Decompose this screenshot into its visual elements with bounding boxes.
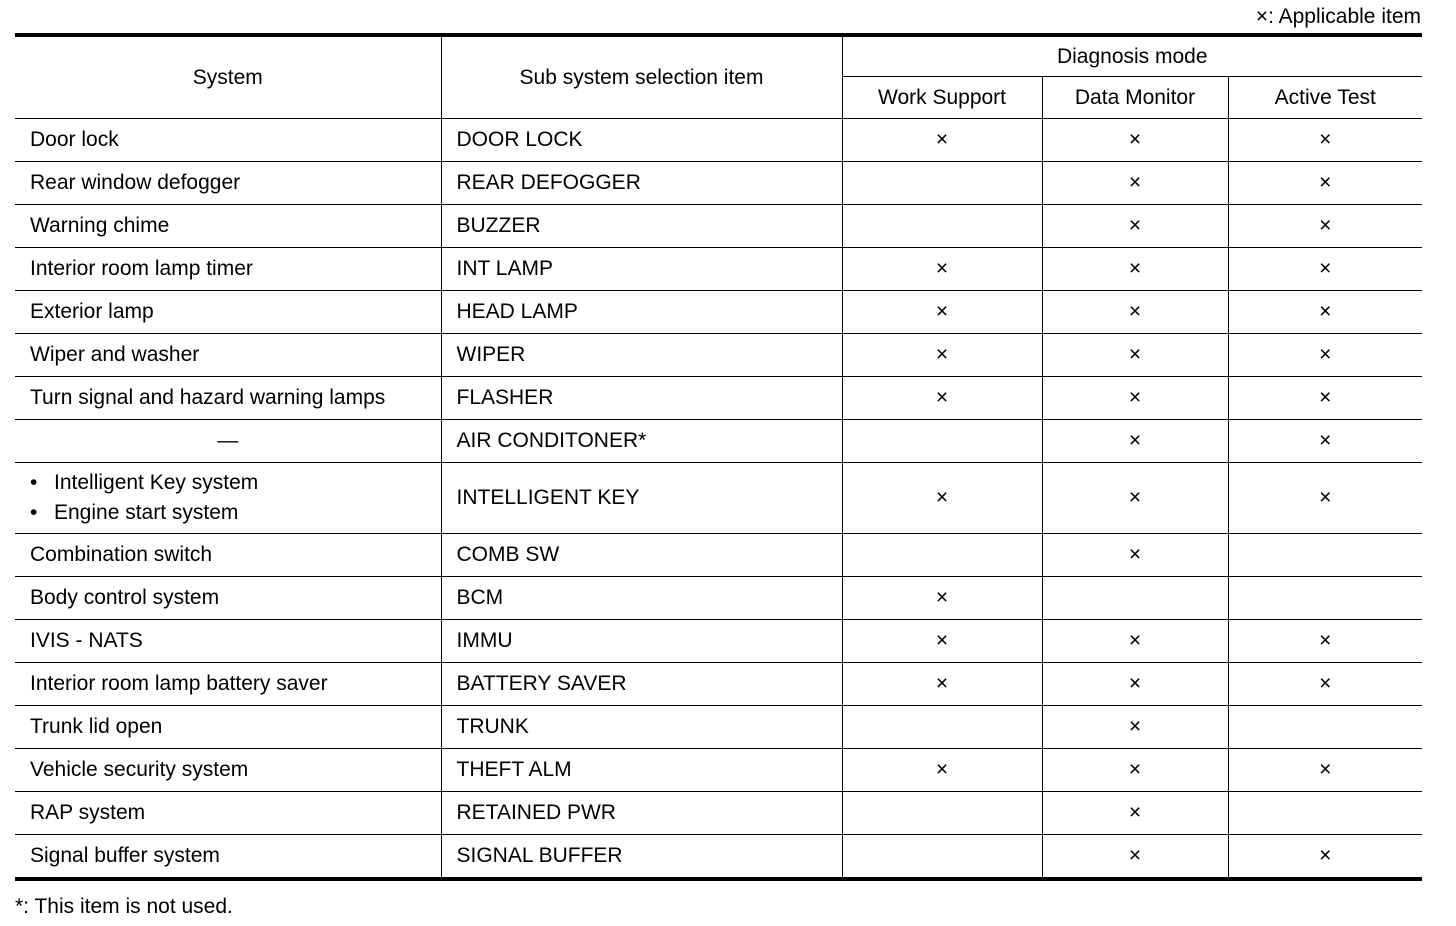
data-monitor-mark: × bbox=[1042, 835, 1228, 880]
subsystem-cell: COMB SW bbox=[441, 534, 842, 577]
table-row bbox=[15, 205, 1422, 248]
data-monitor-mark: × bbox=[1042, 749, 1228, 792]
work-support-mark bbox=[842, 706, 1042, 749]
data-monitor-mark: × bbox=[1042, 334, 1228, 377]
work-support-mark bbox=[842, 534, 1042, 577]
work-support-mark: × bbox=[842, 577, 1042, 620]
work-support-mark: × bbox=[842, 749, 1042, 792]
subsystem-cell: AIR CONDITONER* bbox=[441, 420, 842, 463]
subsystem-cell: THEFT ALM bbox=[441, 749, 842, 792]
subsystem-cell: INTELLIGENT KEY bbox=[441, 463, 842, 534]
work-support-mark: × bbox=[842, 463, 1042, 534]
bullet-item: • Intelligent Key system bbox=[30, 468, 426, 498]
active-test-mark bbox=[1228, 534, 1422, 577]
data-monitor-mark: × bbox=[1042, 205, 1228, 248]
table-row bbox=[15, 792, 1422, 835]
system-cell: Body control system bbox=[15, 577, 441, 620]
data-monitor-mark: × bbox=[1042, 620, 1228, 663]
subsystem-cell: HEAD LAMP bbox=[441, 291, 842, 334]
header-active-test: Active Test bbox=[1228, 77, 1422, 119]
system-cell: Rear window defogger bbox=[15, 162, 441, 205]
table-row bbox=[15, 162, 1422, 205]
system-cell: Door lock bbox=[15, 119, 441, 162]
system-cell: IVIS - NATS bbox=[15, 620, 441, 663]
active-test-mark: × bbox=[1228, 119, 1422, 162]
data-monitor-mark bbox=[1042, 577, 1228, 620]
data-monitor-mark: × bbox=[1042, 248, 1228, 291]
system-cell: Combination switch bbox=[15, 534, 441, 577]
data-monitor-mark: × bbox=[1042, 291, 1228, 334]
table-row bbox=[15, 334, 1422, 377]
data-monitor-mark: × bbox=[1042, 162, 1228, 205]
system-cell: Exterior lamp bbox=[15, 291, 441, 334]
system-cell: Interior room lamp timer bbox=[15, 248, 441, 291]
work-support-mark bbox=[842, 205, 1042, 248]
active-test-mark: × bbox=[1228, 334, 1422, 377]
header-data-monitor: Data Monitor bbox=[1042, 77, 1228, 119]
data-monitor-mark: × bbox=[1042, 420, 1228, 463]
diagnosis-mode-table bbox=[15, 33, 1422, 881]
active-test-mark: × bbox=[1228, 291, 1422, 334]
work-support-mark bbox=[842, 162, 1042, 205]
system-cell: — bbox=[15, 420, 441, 463]
work-support-mark: × bbox=[842, 248, 1042, 291]
table-row bbox=[15, 463, 1422, 534]
work-support-mark: × bbox=[842, 620, 1042, 663]
active-test-mark: × bbox=[1228, 749, 1422, 792]
applicable-mark-symbol: × bbox=[1255, 5, 1269, 28]
table-row bbox=[15, 534, 1422, 577]
active-test-mark: × bbox=[1228, 620, 1422, 663]
active-test-mark: × bbox=[1228, 162, 1422, 205]
subsystem-cell: TRUNK bbox=[441, 706, 842, 749]
bullet-item: • Engine start system bbox=[30, 498, 426, 528]
legend-text: : Applicable item bbox=[1268, 5, 1421, 28]
system-cell: Wiper and washer bbox=[15, 334, 441, 377]
footnote: *: This item is not used. bbox=[15, 895, 233, 918]
work-support-mark bbox=[842, 835, 1042, 880]
active-test-mark: × bbox=[1228, 835, 1422, 880]
table-row bbox=[15, 620, 1422, 663]
data-monitor-mark: × bbox=[1042, 463, 1228, 534]
header-subsystem: Sub system selection item bbox=[441, 35, 842, 119]
work-support-mark: × bbox=[842, 119, 1042, 162]
active-test-mark: × bbox=[1228, 248, 1422, 291]
header-work-support: Work Support bbox=[842, 77, 1042, 119]
table-row bbox=[15, 377, 1422, 420]
active-test-mark: × bbox=[1228, 205, 1422, 248]
system-cell: Trunk lid open bbox=[15, 706, 441, 749]
table-row bbox=[15, 577, 1422, 620]
subsystem-cell: WIPER bbox=[441, 334, 842, 377]
subsystem-cell: RETAINED PWR bbox=[441, 792, 842, 835]
work-support-mark bbox=[842, 792, 1042, 835]
subsystem-cell: BUZZER bbox=[441, 205, 842, 248]
table-row bbox=[15, 835, 1422, 880]
system-cell: RAP system bbox=[15, 792, 441, 835]
table-row bbox=[15, 663, 1422, 706]
table-row bbox=[15, 248, 1422, 291]
system-cell: Warning chime bbox=[15, 205, 441, 248]
system-cell bbox=[15, 463, 441, 534]
header-diagnosis-mode: Diagnosis mode bbox=[842, 35, 1422, 77]
data-monitor-mark: × bbox=[1042, 792, 1228, 835]
subsystem-cell: BATTERY SAVER bbox=[441, 663, 842, 706]
data-monitor-mark: × bbox=[1042, 377, 1228, 420]
work-support-mark: × bbox=[842, 291, 1042, 334]
subsystem-cell: FLASHER bbox=[441, 377, 842, 420]
system-bullet-list bbox=[30, 468, 426, 528]
work-support-mark bbox=[842, 420, 1042, 463]
system-cell: Signal buffer system bbox=[15, 835, 441, 880]
system-cell: Vehicle security system bbox=[15, 749, 441, 792]
table-row bbox=[15, 420, 1422, 463]
header-system: System bbox=[15, 35, 441, 119]
subsystem-cell: IMMU bbox=[441, 620, 842, 663]
active-test-mark bbox=[1228, 577, 1422, 620]
active-test-mark: × bbox=[1228, 463, 1422, 534]
data-monitor-mark: × bbox=[1042, 706, 1228, 749]
system-cell: Turn signal and hazard warning lamps bbox=[15, 377, 441, 420]
active-test-mark: × bbox=[1228, 663, 1422, 706]
active-test-mark bbox=[1228, 792, 1422, 835]
work-support-mark: × bbox=[842, 663, 1042, 706]
table-row bbox=[15, 119, 1422, 162]
table-row bbox=[15, 706, 1422, 749]
table-row bbox=[15, 291, 1422, 334]
subsystem-cell: DOOR LOCK bbox=[441, 119, 842, 162]
system-cell: Interior room lamp battery saver bbox=[15, 663, 441, 706]
subsystem-cell: SIGNAL BUFFER bbox=[441, 835, 842, 880]
work-support-mark: × bbox=[842, 334, 1042, 377]
subsystem-cell: REAR DEFOGGER bbox=[441, 162, 842, 205]
applicable-item-legend bbox=[1256, 5, 1421, 29]
subsystem-cell: INT LAMP bbox=[441, 248, 842, 291]
active-test-mark: × bbox=[1228, 377, 1422, 420]
active-test-mark bbox=[1228, 706, 1422, 749]
data-monitor-mark: × bbox=[1042, 119, 1228, 162]
active-test-mark: × bbox=[1228, 420, 1422, 463]
subsystem-cell: BCM bbox=[441, 577, 842, 620]
data-monitor-mark: × bbox=[1042, 663, 1228, 706]
data-monitor-mark: × bbox=[1042, 534, 1228, 577]
work-support-mark: × bbox=[842, 377, 1042, 420]
table-row bbox=[15, 749, 1422, 792]
